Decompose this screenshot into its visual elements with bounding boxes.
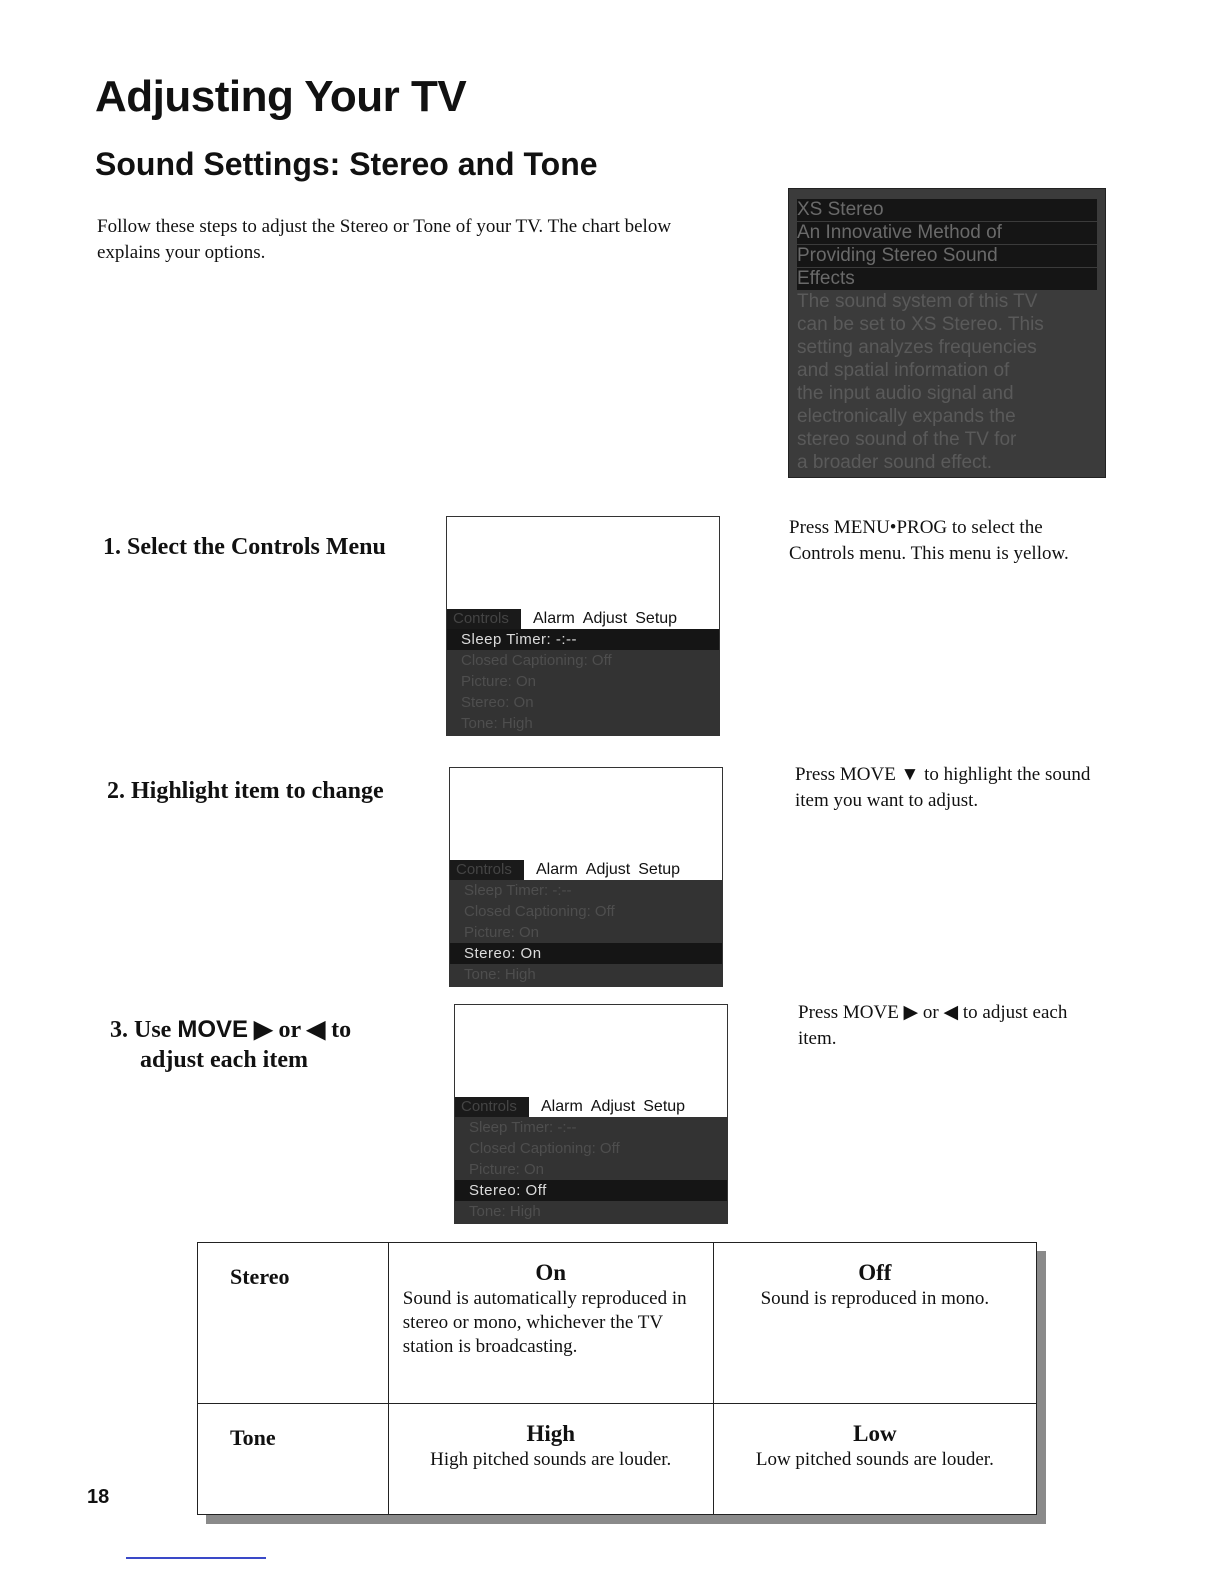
sidebar-line: a broader sound effect. — [797, 452, 993, 473]
sidebar-line: Effects — [797, 268, 1097, 290]
tab-alarm: Alarm — [536, 861, 578, 878]
row-label: Stereo — [198, 1243, 389, 1404]
step-3-key: MOVE — [177, 1016, 249, 1043]
option-text: Low pitched sounds are louder. — [755, 1449, 994, 1470]
sidebar-line: Providing Stereo Sound — [797, 245, 1097, 267]
menu-bar — [447, 609, 719, 629]
option-cell — [388, 1243, 713, 1404]
tab-controls: Controls — [455, 1097, 529, 1117]
table-row — [198, 1404, 1037, 1515]
option-name: On — [535, 1260, 567, 1285]
step-3-prefix: Use — [134, 1017, 178, 1043]
step-3-mid: ▶ or ◀ to — [248, 1017, 352, 1043]
step-1-number: 1. — [103, 534, 121, 560]
option-cell — [388, 1404, 713, 1515]
menu-list — [447, 629, 719, 735]
tab-alarm: Alarm — [541, 1098, 583, 1115]
tab-setup: Setup — [638, 861, 681, 878]
options-table — [197, 1242, 1037, 1515]
option-name: High — [526, 1421, 576, 1446]
menu-tabs — [541, 1097, 693, 1117]
tab-adjust: Adjust — [590, 1098, 636, 1115]
option-text: Sound is reproduced in mono. — [760, 1288, 990, 1309]
menu-item: Sleep Timer: -:-- — [464, 882, 572, 899]
menu-item: Sleep Timer: -:-- — [447, 629, 719, 650]
menu-list — [455, 1117, 727, 1223]
option-text: Sound is automatically reproduced in stereo or mono, whichever the TV station is broadcasting. — [402, 1288, 687, 1357]
tab-adjust: Adjust — [585, 861, 631, 878]
sidebar-line: setting analyzes frequencies — [797, 337, 1037, 358]
step-3-title — [110, 1015, 351, 1075]
controls-menu-screen-3 — [454, 1004, 728, 1224]
menu-item: Tone: High — [461, 715, 533, 732]
page-title: Adjusting Your TV — [95, 72, 467, 121]
page-number: 18 — [87, 1486, 110, 1508]
option-cell — [713, 1243, 1036, 1404]
sidebar-line: electronically expands the — [797, 406, 1016, 427]
menu-bar — [450, 860, 722, 880]
step-3-description: Press MOVE ▶ or ◀ to adjust each item. — [798, 1002, 1068, 1049]
menu-item: Closed Captioning: Off — [461, 652, 612, 669]
sidebar-line: XS Stereo — [797, 199, 1097, 221]
tab-controls: Controls — [450, 860, 524, 880]
sidebar-line: and spatial information of — [797, 360, 1010, 381]
sidebar-line: An Innovative Method of — [797, 222, 1097, 244]
menu-item: Stereo: On — [450, 943, 722, 964]
option-text: High pitched sounds are louder. — [430, 1449, 672, 1470]
step-2-number: 2. — [107, 778, 125, 804]
option-name: Off — [858, 1260, 892, 1285]
menu-bar — [455, 1097, 727, 1117]
footer-rule — [126, 1557, 266, 1559]
step-2-description: Press MOVE ▼ to highlight the sound item you want to adjust. — [795, 764, 1091, 811]
option-cell — [713, 1404, 1036, 1515]
tab-controls: Controls — [447, 609, 521, 629]
row-label: Tone — [198, 1404, 389, 1515]
intro-text: Follow these steps to adjust the Stereo or Tone of your TV. The chart below explains your options. — [97, 216, 672, 263]
sidebar-line: can be set to XS Stereo. This — [797, 314, 1044, 335]
menu-item: Sleep Timer: -:-- — [469, 1119, 577, 1136]
controls-menu-screen-2 — [449, 767, 723, 987]
step-1-description: Press MENU•PROG to select the Controls menu. This menu is yellow. — [789, 517, 1069, 564]
tab-setup: Setup — [643, 1098, 686, 1115]
tab-setup: Setup — [635, 610, 678, 627]
menu-item: Closed Captioning: Off — [464, 903, 615, 920]
menu-item: Tone: High — [464, 966, 536, 983]
tab-alarm: Alarm — [533, 610, 575, 627]
menu-item: Picture: On — [464, 924, 540, 941]
menu-tabs — [536, 860, 688, 880]
step-1-title — [103, 532, 386, 562]
sidebar-line: The sound system of this TV — [797, 291, 1038, 312]
menu-tabs — [533, 609, 685, 629]
step-2-title — [107, 776, 384, 806]
menu-item: Stereo: Off — [455, 1180, 727, 1201]
menu-item: Closed Captioning: Off — [469, 1140, 620, 1157]
step-1-label: Select the Controls Menu — [127, 534, 386, 560]
xs-stereo-sidebar — [788, 188, 1106, 478]
menu-list — [450, 880, 722, 986]
menu-item: Tone: High — [469, 1203, 541, 1220]
controls-menu-screen-1 — [446, 516, 720, 736]
sidebar-line: stereo sound of the TV for — [797, 429, 1017, 450]
sidebar-line: the input audio signal and — [797, 383, 1014, 404]
menu-item: Picture: On — [469, 1161, 545, 1178]
table-row — [198, 1243, 1037, 1404]
step-3-number: 3. — [110, 1017, 128, 1043]
tab-adjust: Adjust — [582, 610, 628, 627]
step-2-label: Highlight item to change — [131, 778, 384, 804]
step-3-line2: adjust each item — [140, 1047, 308, 1073]
option-name: Low — [853, 1421, 897, 1446]
page-subtitle: Sound Settings: Stereo and Tone — [95, 146, 598, 182]
menu-item: Picture: On — [461, 673, 537, 690]
menu-item: Stereo: On — [461, 694, 534, 711]
